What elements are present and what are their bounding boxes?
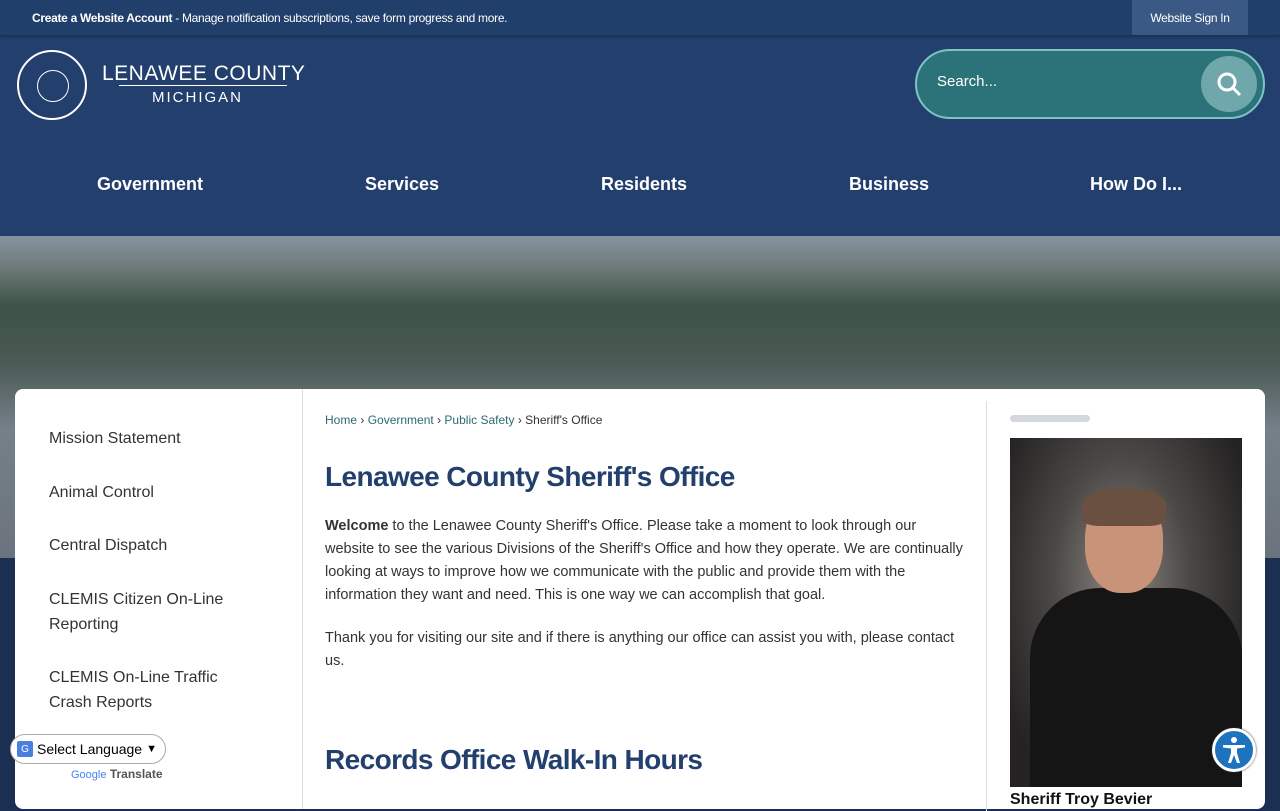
google-translate-icon: G: [17, 741, 33, 757]
breadcrumb-separator: ›: [437, 413, 442, 427]
accessibility-icon: [1219, 735, 1249, 765]
logo-title[interactable]: LENAWEE COUNTY: [102, 62, 306, 85]
sidebar-item-mission[interactable]: Mission Statement: [49, 430, 181, 447]
search-icon: [1214, 69, 1244, 99]
logo-subtitle[interactable]: MICHIGAN: [152, 89, 243, 106]
content-card: [15, 389, 1265, 809]
account-description: - Manage notification subscriptions, save form progress and more.: [172, 11, 508, 25]
logo-divider: [119, 85, 287, 86]
sheriff-photo: [1010, 438, 1242, 787]
sidebar-item-clemis-crash[interactable]: CLEMIS On-Line Traffic Crash Reports: [49, 669, 218, 711]
nav-services[interactable]: Services: [365, 174, 440, 194]
google-translate-credit[interactable]: [71, 767, 163, 781]
breadcrumb-home[interactable]: Home: [325, 413, 358, 427]
sidebar-item-clemis-reporting[interactable]: CLEMIS Citizen On-Line Reporting: [49, 591, 224, 633]
sidebar-item-animal-control[interactable]: Animal Control: [49, 484, 154, 501]
nav-residents[interactable]: Residents: [601, 174, 688, 194]
page-title: Lenawee County Sheriff's Office: [325, 461, 735, 492]
top-bar: [0, 0, 1280, 35]
placeholder-bar: [1010, 415, 1090, 422]
county-seal-logo[interactable]: [17, 50, 87, 120]
nav-business[interactable]: Business: [849, 174, 930, 194]
search-box: [915, 49, 1265, 119]
welcome-text: to the Lenawee County Sheriff's Office. Please take a moment to look through our website to see the various Divisions of the Sheriff's Office and how they operate. We are continually looking at ways to improve how we communicate with the public and provide them with the information they want and need. This is one way we can accomplish that goal.: [325, 518, 963, 603]
welcome-bold: Welcome: [325, 518, 389, 534]
nav-how-do-i[interactable]: How Do I...: [1090, 174, 1182, 194]
breadcrumb-separator: ›: [360, 413, 365, 427]
nav-government[interactable]: Government: [97, 174, 204, 194]
welcome-paragraph: [325, 515, 965, 607]
breadcrumb-government[interactable]: Government: [367, 413, 434, 427]
header: [0, 35, 1280, 236]
search-input[interactable]: [937, 73, 1187, 90]
thanks-paragraph: Thank you for visiting our site and if there is anything our office can assist you with, please contact us.: [325, 630, 955, 669]
search-button[interactable]: [1201, 56, 1257, 112]
records-heading: Records Office Walk-In Hours: [325, 744, 703, 775]
account-message: [32, 11, 507, 25]
chevron-down-icon: ▼: [146, 743, 157, 755]
photo-caption: Sheriff Troy Bevier: [1010, 791, 1153, 808]
divider: [986, 401, 987, 811]
breadcrumb: [325, 413, 602, 427]
google-logo: Google: [71, 769, 107, 781]
language-select[interactable]: [10, 734, 166, 764]
translate-label: Translate: [109, 767, 163, 781]
breadcrumb-separator: ›: [517, 413, 522, 427]
accessibility-button[interactable]: [1212, 728, 1256, 772]
sign-in-button[interactable]: Website Sign In: [1132, 0, 1248, 35]
breadcrumb-current: Sheriff's Office: [525, 413, 603, 427]
create-account-link[interactable]: Create a Website Account: [32, 11, 173, 25]
language-select-label: Select Language: [37, 741, 143, 757]
sidebar-item-central-dispatch[interactable]: Central Dispatch: [49, 537, 168, 554]
breadcrumb-public-safety[interactable]: Public Safety: [444, 413, 515, 427]
